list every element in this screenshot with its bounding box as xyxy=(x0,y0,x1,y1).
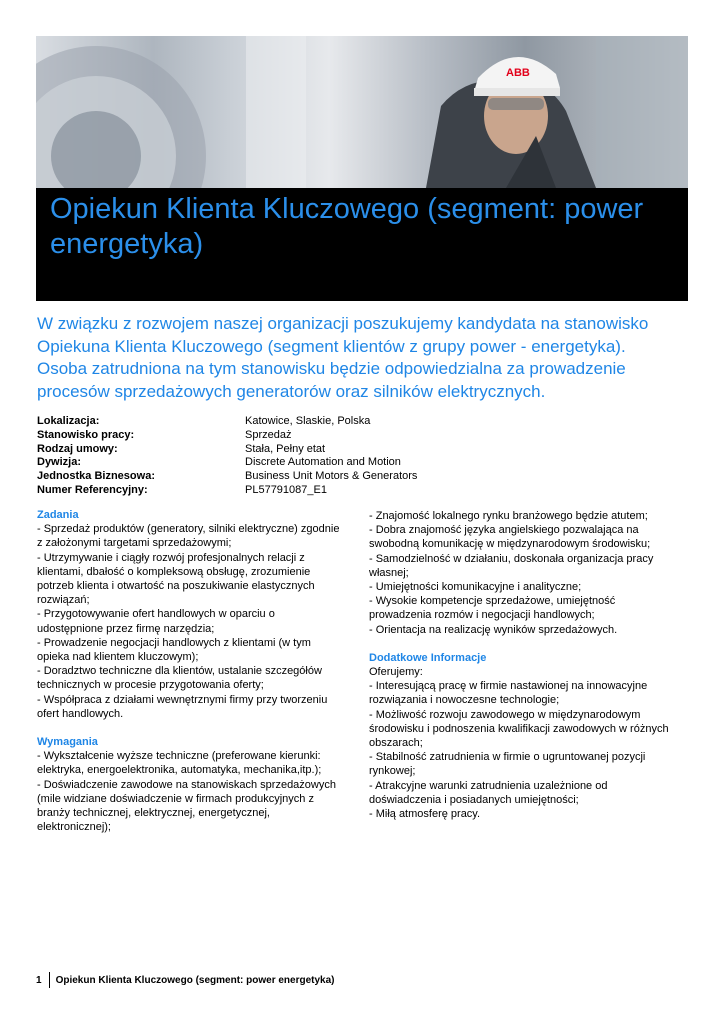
wymagania-line: elektronicznej); xyxy=(37,821,111,834)
wymagania-line: - Wysokie kompetencje sprzedażowe, umiejętność xyxy=(369,595,616,608)
left-column xyxy=(37,508,347,834)
wymagania-line: - Znajomość lokalnego rynku branżowego będzie atutem; xyxy=(369,510,648,522)
detail-row-reference xyxy=(37,484,677,498)
detail-row-business-unit xyxy=(37,470,677,484)
zadania-line: - Utrzymywanie i ciągły rozwój profesjonalnych relacji z xyxy=(37,551,305,564)
detail-row-position xyxy=(37,429,677,443)
dodatkowe-line: - Stabilność zatrudnienia w firmie o ugruntowanej pozycji xyxy=(369,751,646,764)
detail-label: Lokalizacja: xyxy=(37,415,100,427)
detail-value: Discrete Automation and Motion xyxy=(245,456,401,469)
zadania-line: - Prowadzenie negocjacji handlowych z klientami (w tym xyxy=(37,636,311,649)
detail-row-location xyxy=(37,415,677,429)
wymagania-line: swobodną komunikację w międzynarodowym środowisku; xyxy=(369,538,651,551)
wymagania-line: własnej; xyxy=(369,566,409,579)
wymagania-line: - Doświadczenie zawodowe na stanowiskach sprzedażowych xyxy=(37,778,336,791)
right-column xyxy=(369,509,679,821)
detail-label: Dywizja: xyxy=(37,456,82,469)
zadania-line: ofert handlowych. xyxy=(37,707,124,720)
header-photo xyxy=(36,36,688,188)
dodatkowe-line: - Miłą atmosferę pracy. xyxy=(369,808,481,821)
abb-logo: ABB xyxy=(506,67,530,79)
zadania-line: z założonymi targetami sprzedażowymi; xyxy=(37,537,232,550)
detail-value: PL57791087_E1 xyxy=(245,483,327,496)
dodatkowe-line: rozwiązania i nowoczesne technologie; xyxy=(369,694,560,707)
zadania-line: - Przygotowywanie ofert handlowych w oparciu o xyxy=(37,608,275,621)
dodatkowe-line: środowisku i podnoszenia kwalifikacji zawodowych w różnych xyxy=(369,722,669,735)
detail-label: Rodzaj umowy: xyxy=(37,442,118,455)
wymagania-line: - Samodzielność w działaniu, doskonała organizacja pracy xyxy=(369,552,654,565)
page-footer xyxy=(36,972,335,988)
zadania-line: potrzeb klienta i otwartość na poszukiwanie elastycznych xyxy=(37,580,315,593)
dodatkowe-line: - Atrakcyjne warunki zatrudnienia uzależnione od xyxy=(369,779,608,792)
zadania-line: opieka nad klientem kluczowym); xyxy=(37,651,199,664)
footer-title: Opiekun Klienta Kluczowego (segment: power energetyka) xyxy=(55,974,335,986)
zadania-line: udostępnione przez firmę narzędzia; xyxy=(37,622,215,635)
wymagania-line: branży technicznej, elektrycznej, energetycznej, xyxy=(37,807,270,820)
footer-divider xyxy=(49,972,50,988)
title-band xyxy=(36,188,688,301)
dodatkowe-line: doświadczenia i posiadanych umiejętności; xyxy=(369,793,579,806)
detail-row-division xyxy=(37,456,677,470)
zadania-line: rozwiązań; xyxy=(37,594,90,607)
detail-value: Katowice, Slaskie, Polska xyxy=(245,415,371,427)
zadania-line: - Sprzedaż produktów (generatory, silniki elektryczne) zgodnie xyxy=(37,523,340,536)
job-details xyxy=(37,415,677,498)
wymagania-line: - Dobra znajomość języka angielskiego pozwalająca na xyxy=(369,524,639,537)
wymagania-line: - Orientacja na realizację wyników sprzedażowych. xyxy=(369,623,618,636)
dodatkowe-line: - Interesującą pracę w firmie nastawionej na innowacyjne xyxy=(369,680,648,693)
page-title: Opiekun Klienta Kluczowego (segment: power energetyka) xyxy=(50,193,644,260)
section-title-zadania: Zadania xyxy=(37,509,79,521)
wymagania-line: elektryka, energoelektronika, automatyka, mechanika,itp.); xyxy=(37,764,322,777)
wymagania-line: - Wykształcenie wyższe techniczne (preferowane kierunki: xyxy=(37,750,321,763)
detail-label: Stanowisko pracy: xyxy=(37,428,135,441)
detail-value: Stała, Pełny etat xyxy=(245,442,326,455)
lead-paragraph: W związku z rozwojem naszej organizacji poszukujemy kandydata na stanowisko Opiekuna Klienta Kluczowego (segment klientów z grupy power - energetyka). Osoba zatrudniona na tym stanowisku będzie odpowiedzialna za prowadzenie procesów sprzedażowych generatorów oraz silników elektrycznych. xyxy=(37,314,649,401)
detail-row-contract xyxy=(37,443,677,457)
detail-value: Business Unit Motors & Generators xyxy=(245,470,418,483)
dodatkowe-line: - Możliwość rozwoju zawodowego w międzynarodowym xyxy=(369,708,641,721)
page-number: 1 xyxy=(36,974,42,986)
dodatkowe-line: rynkowej; xyxy=(369,765,416,778)
header-photo-illustration xyxy=(36,36,688,188)
zadania-line: - Współpraca z działami wewnętrznymi firmy przy tworzeniu xyxy=(37,693,328,706)
wymagania-line: prowadzenia rozmów i negocjacji handlowych; xyxy=(369,609,595,622)
dodatkowe-line: obszarach; xyxy=(369,737,423,750)
section-title-wymagania: Wymagania xyxy=(37,736,98,749)
detail-label: Jednostka Biznesowa: xyxy=(37,470,155,483)
wymagania-line: - Umiejętności komunikacyjne i analityczne; xyxy=(369,581,582,594)
zadania-line: klientami, dbałość o kompleksową obsługę, zrozumienie xyxy=(37,565,311,578)
zadania-line: technicznych w procesie przygotowania oferty; xyxy=(37,679,264,692)
section-title-dodatkowe: Dodatkowe Informacje xyxy=(369,651,487,664)
detail-value: Sprzedaż xyxy=(245,428,292,441)
zadania-line: - Doradztwo techniczne dla klientów, ustalanie szczegółów xyxy=(37,665,322,678)
wymagania-line: (mile widziane doświadczenie w firmach produkcyjnych z xyxy=(37,792,314,805)
dodatkowe-line: Oferujemy: xyxy=(369,666,423,679)
detail-label: Numer Referencyjny: xyxy=(37,483,148,496)
